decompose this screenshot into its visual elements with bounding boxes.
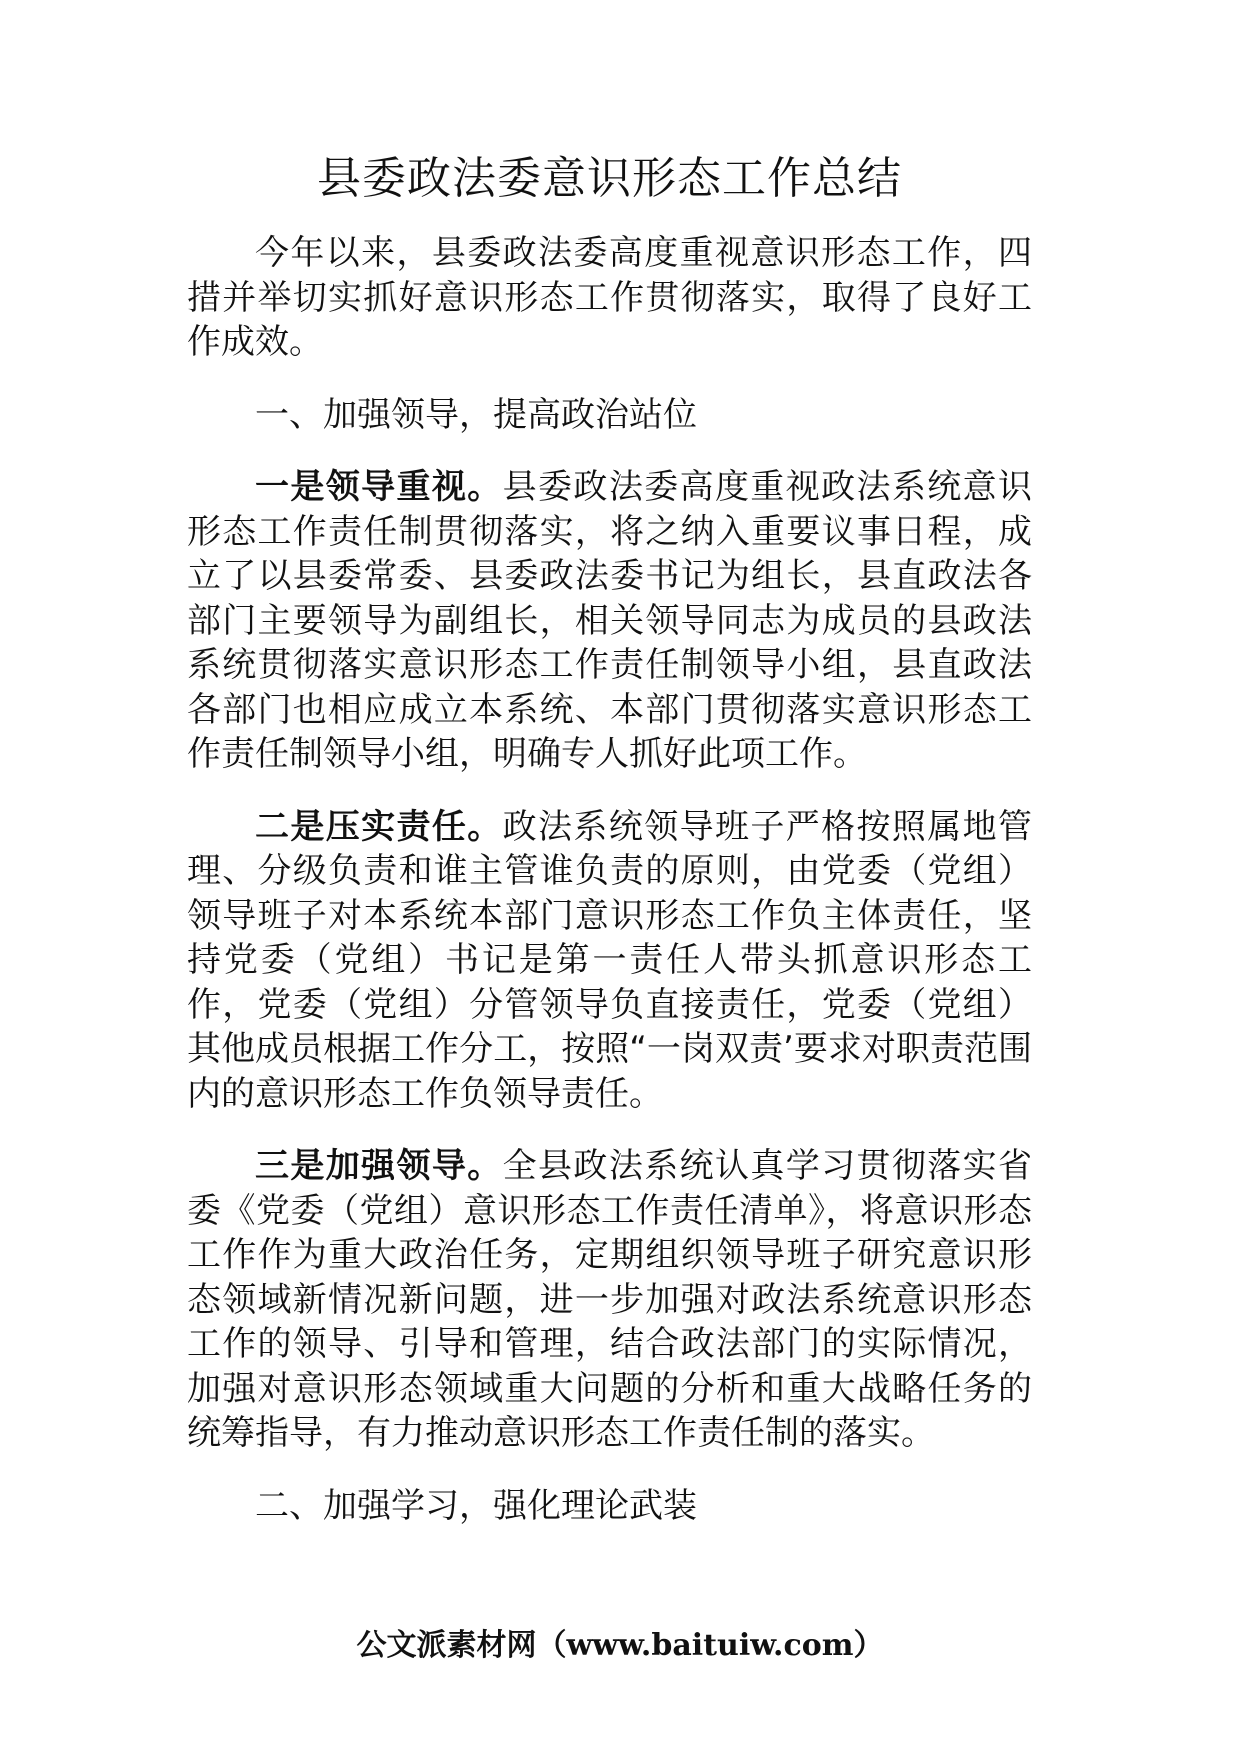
paragraph-lead-1: 一是领导重视。 <box>255 467 503 508</box>
paragraph-body-2: 政法系统领导班子严格按照属地管理、分级负责和谁主管谁负责的原则，由党委（党组）领导班子对本系统本部门意识形态工作负主体责任，坚持党委（党组）书记是第一责任人带头抓意识形态工作，党委（党组）分管领导负直接责任，党委（党组）其他成员根据工作分工，按照“一岗双责’要求对职责范围内的意识形态工作负领导责任。 <box>187 806 1033 1114</box>
intro-paragraph: 今年以来，县委政法委高度重视意识形态工作，四措并举切实抓好意识形态工作贯彻落实，取得了良好工作成效。 <box>187 233 1032 363</box>
paragraph-leadership <box>187 465 1032 777</box>
footer-watermark: 公文派素材网（www.baituiw.com） <box>356 1628 884 1663</box>
section-heading-2: 二、加强学习，强化理论武装 <box>255 1485 697 1526</box>
paragraph-lead-2: 二是压实责任。 <box>255 806 503 847</box>
paragraph-body-3: 全县政法系统认真学习贯彻落实省委《党委（党组）意识形态工作责任清单》，将意识形态工作作为重大政治任务，定期组织领导班子研究意识形态领域新情况新问题，进一步加强对政法系统意识形态工作的领导、引导和管理，结合政法部门的实际情况，加强对意识形态领域重大问题的分析和重大战略任务的统筹指导，有力推动意识形态工作责任制的落实。 <box>187 1146 1033 1454</box>
paragraph-body-1: 县委政法委高度重视政法系统意识形态工作责任制贯彻落实，将之纳入重要议事日程，成立了以县委常委、县委政法委书记为组长，县直政法各部门主要领导为副组长，相关领导同志为成员的县政法系统贯彻落实意识形态工作责任制领导小组，县直政法各部门也相应成立本系统、本部门贯彻落实意识形态工作责任制领导小组，明确专人抓好此项工作。 <box>187 467 1033 775</box>
paragraph-lead-3: 三是加强领导。 <box>255 1146 503 1187</box>
document-title: 县委政法委意识形态工作总结 <box>317 153 902 204</box>
section-heading-1: 一、加强领导，提高政治站位 <box>255 394 697 435</box>
paragraph-strengthen <box>187 1144 1032 1456</box>
document-page <box>187 150 1032 1556</box>
paragraph-responsibility <box>187 805 1032 1117</box>
